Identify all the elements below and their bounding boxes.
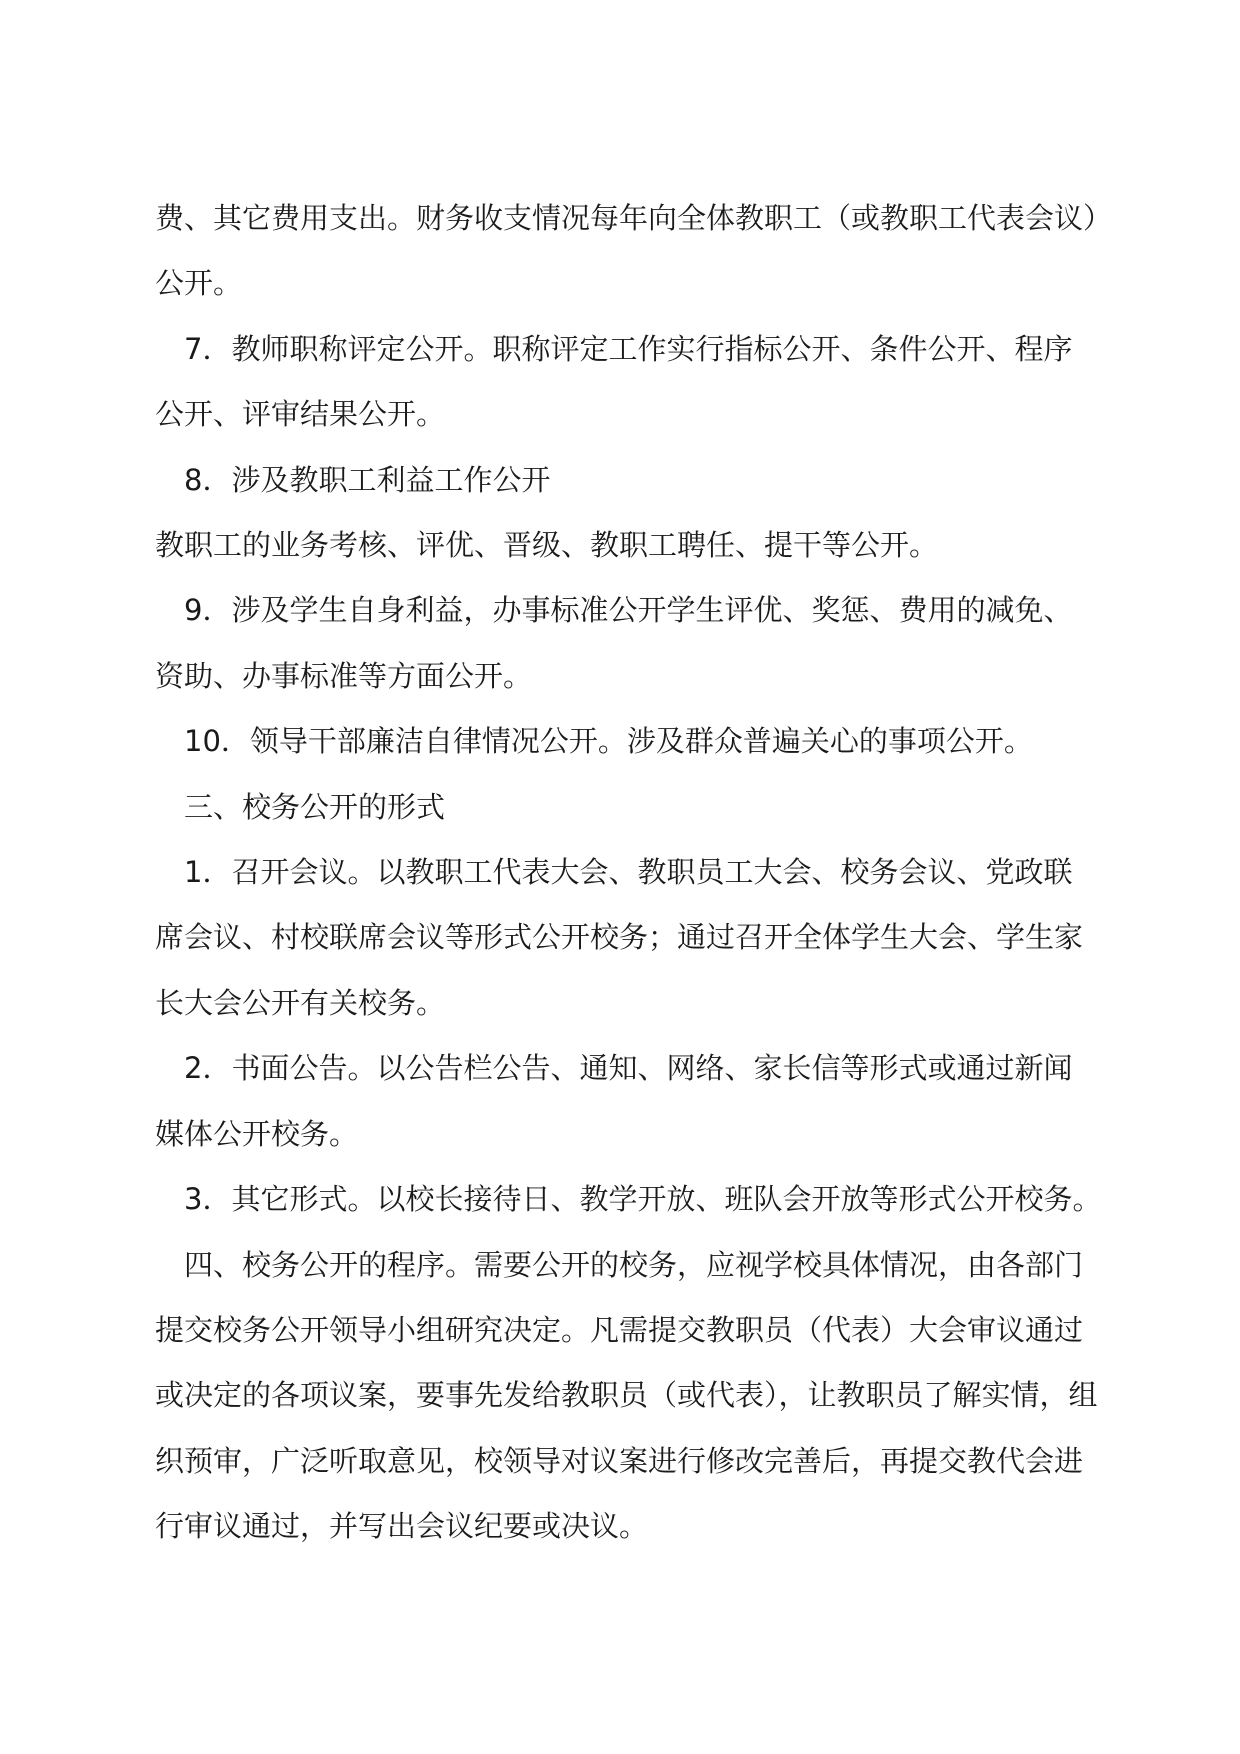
paragraph-finance-continuation: 费、其它费用支出。财务收支情况每年向全体教职工（或教职工代表会议）公开。 (155, 201, 1098, 301)
paragraph-form-2: 2．书面公告。以公告栏公告、通知、网络、家长信等形式或通过新闻媒体公开校务。 (155, 1051, 1073, 1151)
paragraph-item-9: 9．涉及学生自身利益，办事标准公开学生评优、奖惩、费用的减免、资助、办事标准等方面公开。 (155, 593, 1073, 693)
paragraph-form-1: 1．召开会议。以教职工代表大会、教职员工大会、校务会议、党政联席会议、村校联席会议等形式公开校务；通过召开全体学生大会、学生家长大会公开有关校务。 (155, 855, 1084, 1020)
paragraph-form-3: 3．其它形式。以校长接待日、教学开放、班队会开放等形式公开校务。 (184, 1182, 1102, 1217)
section-heading-3: 三、校务公开的形式 (184, 789, 446, 824)
paragraph-item-10: 10．领导干部廉洁自律情况公开。涉及群众普遍关心的事项公开。 (184, 724, 1033, 759)
paragraph-item-8-heading: 8．涉及教职工利益工作公开 (184, 462, 551, 497)
paragraph-item-7: 7．教师职称评定公开。职称评定工作实行指标公开、条件公开、程序公开、评审结果公开。 (155, 331, 1073, 432)
paragraph-section-4: 四、校务公开的程序。需要公开的校务，应视学校具体情况，由各部门提交校务公开领导小组研究决定。凡需提交教职员（代表）大会审议通过或决定的各项议案，要事先发给教职员（或代表），让教职员了解实情，组织预审，广泛听取意见，校领导对议案进行修改完善后，再提交教代会进行审议通过，并写出会议纪要或决议。 (155, 1247, 1098, 1544)
document-body (155, 186, 1100, 1560)
paragraph-item-8-body: 教职工的业务考核、评优、晋级、教职工聘任、提干等公开。 (155, 528, 939, 563)
